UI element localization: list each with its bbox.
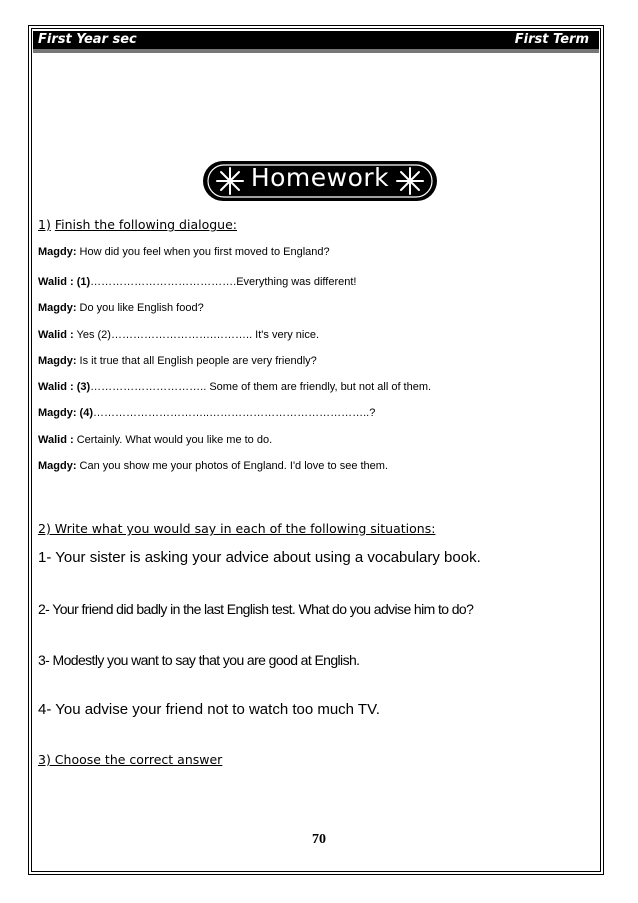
speaker: Magdy: (4) <box>38 407 93 419</box>
section-1-number: 1) <box>38 217 51 232</box>
homework-badge <box>202 160 438 202</box>
dialogue-line <box>38 407 375 419</box>
speaker: Magdy: <box>38 460 77 472</box>
dialogue-text: Is it true that all English people are very friendly? <box>76 355 317 367</box>
dialogue-line <box>38 381 431 393</box>
speaker: Walid : (3) <box>38 381 91 393</box>
page-number: 70 <box>312 832 326 847</box>
speaker: Walid : <box>38 329 74 341</box>
dialogue-text: Yes (2)……………………….……….. It's very nice. <box>73 329 320 341</box>
dialogue-line <box>38 434 272 446</box>
situation-item: 1- Your sister is asking your advice about using a vocabulary book. <box>38 549 481 566</box>
header-term: First Term <box>514 32 589 47</box>
dialogue-line <box>38 246 330 258</box>
speaker: Magdy: <box>38 355 77 367</box>
speaker: Magdy: <box>38 246 77 258</box>
section-2-title <box>38 521 435 536</box>
section-1-title <box>38 217 237 232</box>
page-border-inner <box>31 28 601 872</box>
dialogue-text: Do you like English food? <box>76 302 204 314</box>
dialogue-line <box>38 460 388 472</box>
dialogue-text: Can you show me your photos of England. I'd love to see them. <box>76 460 389 472</box>
dialogue-text: Certainly. What would you like me to do. <box>73 434 273 446</box>
dialogue-line <box>38 302 204 314</box>
dialogue-line <box>38 276 356 288</box>
section-3-heading: 3) Choose the correct answer <box>38 752 223 767</box>
situation-item: 2- Your friend did badly in the last English test. What do you advise him to do? <box>38 601 474 617</box>
header-bar <box>33 31 599 53</box>
header-year: First Year sec <box>38 32 137 47</box>
section-2-heading: 2) Write what you would say in each of the following situations: <box>38 521 436 536</box>
section-3-title <box>38 752 222 767</box>
situation-item: 4- You advise your friend not to watch too much TV. <box>38 701 380 718</box>
situation-item: 3- Modestly you want to say that you are good at English. <box>38 652 360 668</box>
speaker: Walid : (1) <box>38 276 91 288</box>
dialogue-line <box>38 355 317 367</box>
dialogue-text: ………………………………….Everything was different! <box>90 276 357 288</box>
dialogue-line <box>38 329 319 341</box>
dialogue-text: ………………………….. Some of them are friendly, but not all of them. <box>90 381 432 393</box>
dialogue-text: How did you feel when you first moved to England? <box>76 246 330 258</box>
section-1-heading: Finish the following dialogue: <box>54 217 237 232</box>
homework-title: Homework <box>250 163 390 192</box>
speaker: Magdy: <box>38 302 77 314</box>
dialogue-text: …………………………..……………………………………..? <box>93 407 376 419</box>
speaker: Walid : <box>38 434 74 446</box>
